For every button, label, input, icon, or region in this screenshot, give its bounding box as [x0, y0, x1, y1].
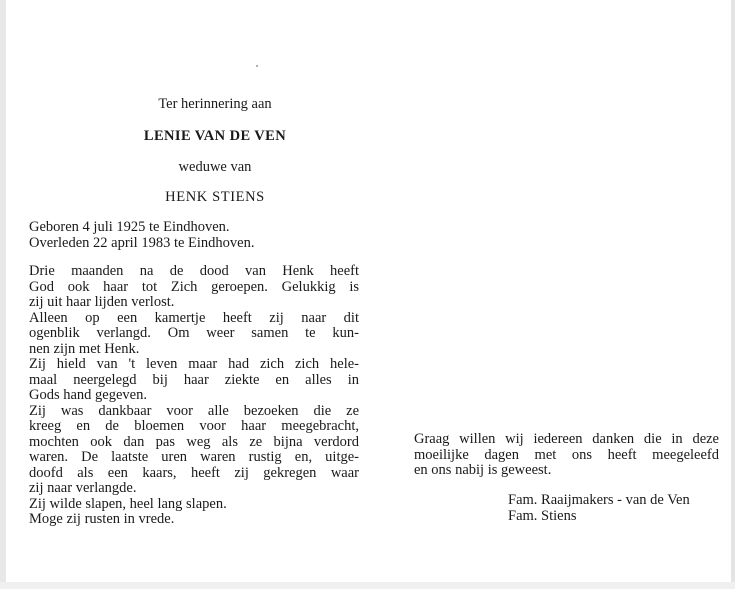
- signature-family-2: Fam. Stiens: [508, 508, 577, 524]
- memorial-text-line: Zij wilde slapen, heel lang slapen.: [29, 495, 227, 512]
- memorial-text-line: Gods hand gegeven.: [29, 387, 147, 403]
- memorial-text-line: Zij hield van 't leven maar had zich zich hele-: [29, 356, 359, 372]
- deceased-name: LENIE VAN DE VEN: [143, 128, 287, 144]
- card-bottom-edge: [0, 582, 735, 589]
- memorial-text-line: zij naar verlangde.: [29, 480, 137, 496]
- card-right-edge: [731, 0, 735, 589]
- birth-line: Geboren 4 juli 1925 te Eindhoven.: [29, 219, 230, 235]
- memorial-text-line: waren. De laatste uren waren rustig en, uitge-: [29, 449, 359, 465]
- memorial-text-line: mochten ook dan pas weg als ze bijna verdord: [29, 433, 359, 450]
- memorial-text-line: maal neergelegd bij haar ziekte en alles in: [29, 371, 359, 388]
- spouse-name: HENK STIENS: [165, 189, 265, 205]
- signature-family-1: Fam. Raaijmakers - van de Ven: [508, 492, 690, 508]
- thanks-text-line: Graag willen wij iedereen danken die in deze: [414, 431, 719, 447]
- card-left-edge: [0, 0, 6, 589]
- heading-widow-of: weduwe van: [178, 159, 252, 175]
- memorial-text-line: Moge zij rusten in vrede.: [29, 511, 175, 527]
- memorial-text-line: nen zijn met Henk.: [29, 340, 140, 357]
- thanks-text-line: en ons nabij is geweest.: [414, 462, 552, 478]
- thanks-text-line: moeilijke dagen met ons heeft meegeleefd: [414, 446, 719, 463]
- memorial-text-line: Alleen op een kamertje heeft zij naar dit: [29, 309, 359, 326]
- death-line: Overleden 22 april 1983 te Eindhoven.: [29, 234, 255, 251]
- memorial-text-line: kreeg en de bloemen voor haar meegebracht,: [29, 418, 359, 434]
- speck-mark: [256, 65, 258, 67]
- memorial-text-line: ogenblik verlangd. Om weer samen te kun-: [29, 325, 359, 341]
- heading-remembrance: Ter herinnering aan: [158, 96, 272, 112]
- memorial-text-line: Zij was dankbaar voor alle bezoeken die ze: [29, 402, 359, 419]
- memorial-text: [29, 264, 359, 528]
- memorial-text-line: zij uit haar lijden verlost.: [29, 294, 175, 310]
- memorial-text-line: doofd als een kaars, heeft zij gekregen waar: [29, 464, 359, 481]
- memorial-text-line: God ook haar tot Zich geroepen. Gelukkig is: [29, 278, 359, 295]
- life-dates: [29, 220, 359, 251]
- memorial-text-line: Drie maanden na de dood van Henk heeft: [29, 263, 359, 279]
- thanks-text: [414, 432, 719, 479]
